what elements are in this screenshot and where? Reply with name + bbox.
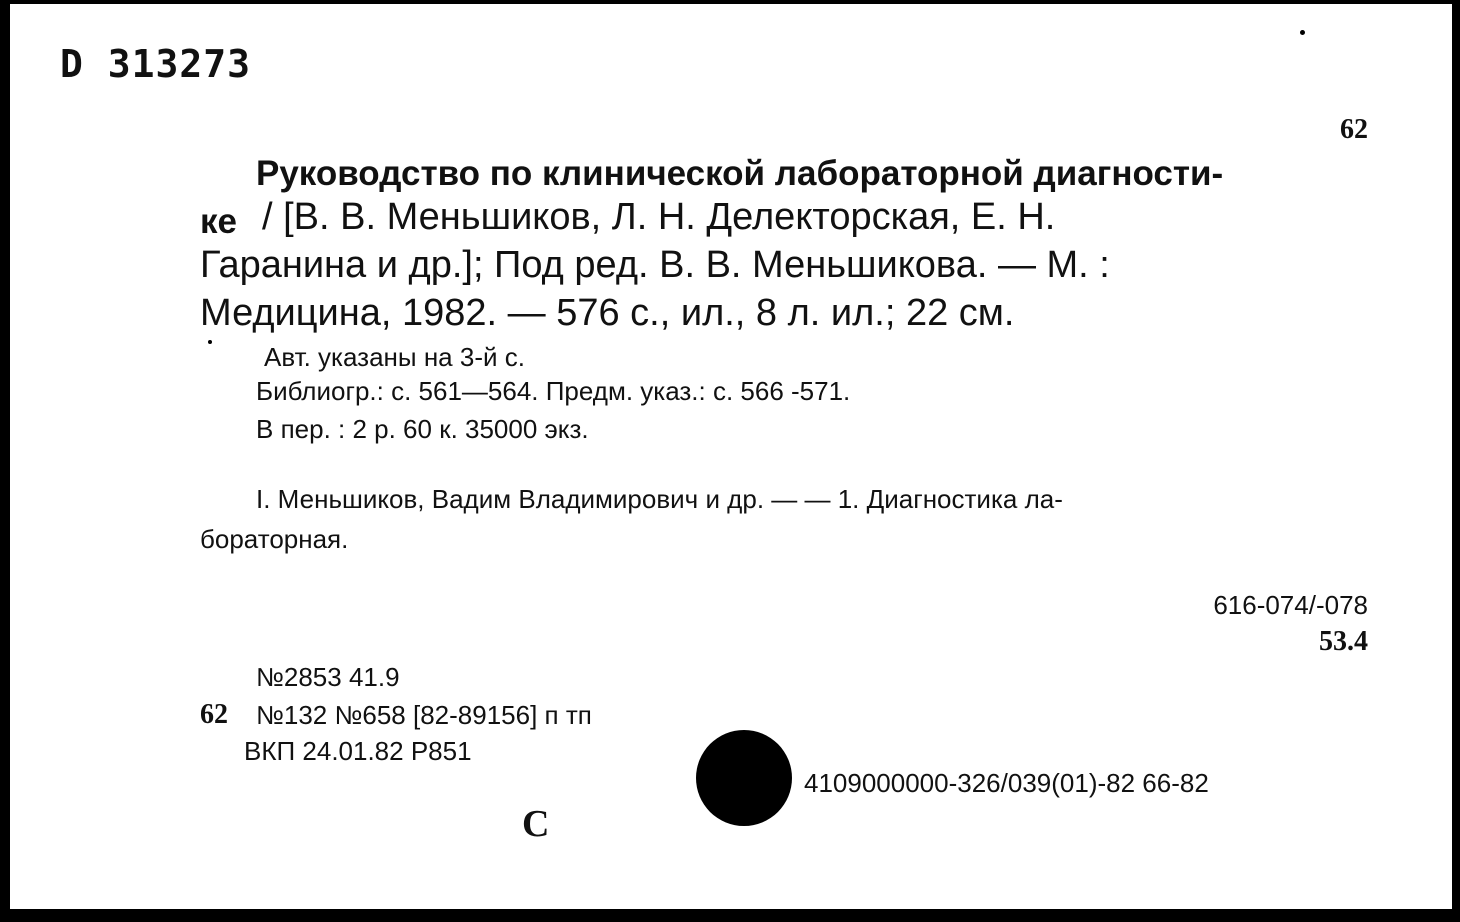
bbk-index: 53.4 — [1319, 626, 1368, 657]
imprint-line: Медицина, 1982. — 576 с., ил., 8 л. ил.; 22 см. — [200, 292, 1015, 334]
authors-line-1: / [В. В. Меньшиков, Л. Н. Делекторская, Е. Н. — [262, 196, 1056, 238]
letter-c: С — [522, 803, 550, 845]
catalog-card — [10, 4, 1452, 909]
speck-mark — [208, 340, 212, 344]
note-authors: Авт. указаны на 3-й с. — [264, 342, 525, 372]
shelf-mark: 62 — [1340, 114, 1368, 145]
speck-mark — [1300, 30, 1305, 35]
note-price: В пер. : 2 р. 60 к. 35000 экз. — [256, 414, 589, 444]
title-line-1: Руководство по клинической лабораторной диагности- — [256, 154, 1224, 193]
udc-index: 616-074/-078 — [1213, 590, 1368, 620]
punch-hole — [696, 730, 792, 826]
authors-line-2: Гаранина и др.]; Под ред. В. В. Меньшикова. — М. : — [200, 244, 1110, 286]
code-line-1: №2853 41.9 — [256, 662, 400, 692]
code-line-3: ВКП 24.01.82 Р851 — [244, 736, 472, 766]
note-bibliography: Библиогр.: с. 561—564. Предм. указ.: с. 566 -571. — [256, 376, 851, 406]
call-number: D 313273 — [60, 42, 252, 86]
tracing-line-1: I. Меньшиков, Вадим Владимирович и др. — — 1. Диагностика ла- — [256, 484, 1063, 514]
code-line-2: №132 №658 [82-89156] п тп — [256, 700, 592, 730]
isbn-code: 4109000000-326/039(01)-82 66-82 — [804, 768, 1209, 798]
title-line-2: ке — [200, 202, 237, 241]
code-prefix: 62 — [200, 699, 228, 730]
tracing-line-2: бораторная. — [200, 524, 349, 554]
